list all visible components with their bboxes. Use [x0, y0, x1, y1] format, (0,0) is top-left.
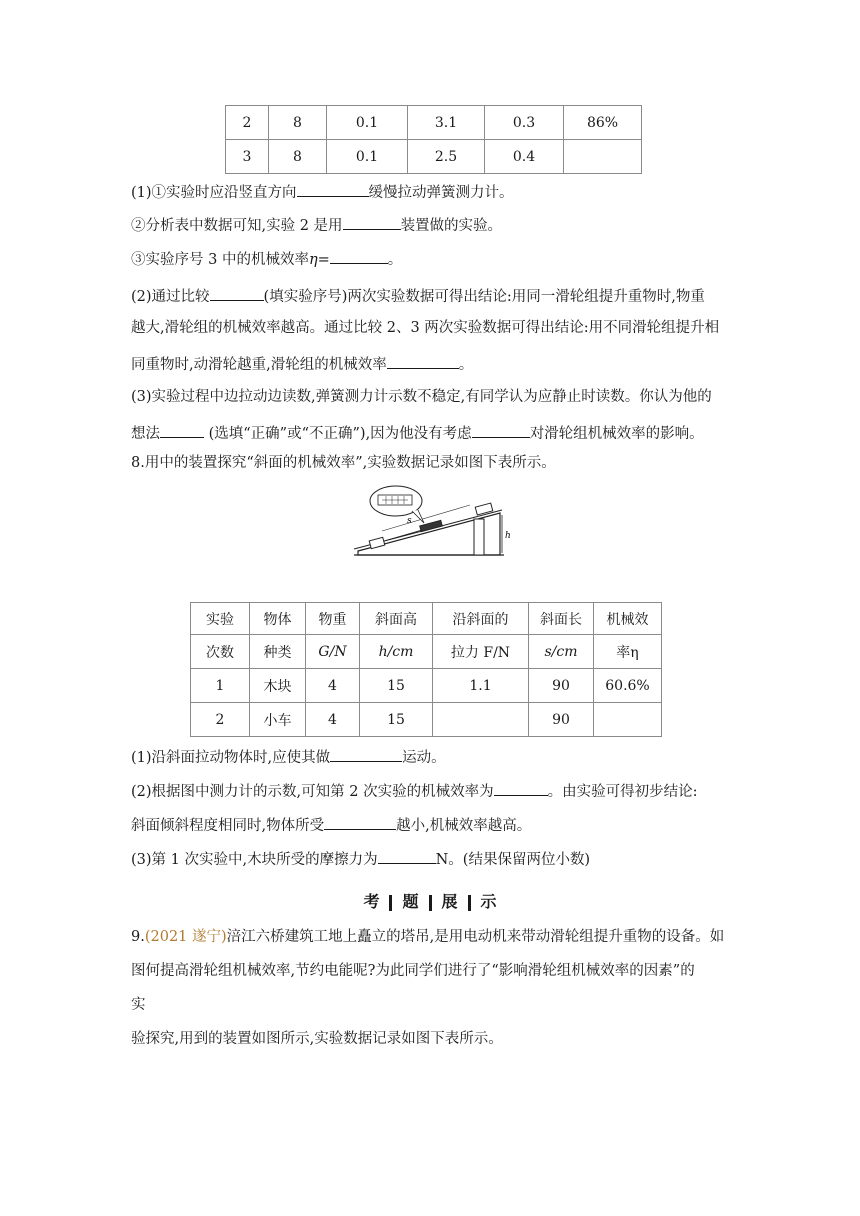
answer-blank[interactable]	[472, 424, 530, 438]
table-header-row	[191, 603, 662, 635]
text: N。(结果保留两位小数)	[435, 852, 591, 868]
pulley-data-table	[225, 105, 642, 174]
table-cell: 0.3	[485, 106, 564, 140]
table-cell: 3	[226, 140, 269, 174]
answer-blank[interactable]	[387, 355, 459, 369]
table-cell: 4	[306, 703, 360, 737]
q7-part1a	[131, 183, 514, 201]
q7-part2a	[131, 287, 705, 305]
heading-char: 题	[402, 892, 419, 911]
table-cell: 2.5	[408, 140, 485, 174]
table-cell: 2	[226, 106, 269, 140]
text: 装置做的实验。	[400, 218, 503, 234]
table-row	[226, 106, 642, 140]
eta-symbol: η	[308, 252, 318, 268]
answer-blank[interactable]	[210, 287, 264, 301]
table-cell: 15	[360, 669, 433, 703]
header-cell: 物体	[250, 603, 306, 635]
answer-blank[interactable]	[343, 216, 401, 230]
table-cell: 1	[191, 669, 250, 703]
text: 。	[458, 357, 474, 373]
answer-blank[interactable]	[330, 250, 388, 264]
table-cell: 0.1	[327, 140, 408, 174]
q9-line3	[131, 998, 146, 1013]
text: 运动。	[402, 750, 446, 766]
table-cell: 90	[529, 703, 594, 737]
divider	[429, 895, 432, 911]
question-number: 9.	[131, 929, 145, 945]
header-cell: 斜面长	[529, 603, 594, 635]
incline-data-table	[190, 602, 662, 737]
text: 涪江六桥建筑工地上矗立的塔吊,是用电动机来带动滑轮组提升重物的设备。如	[226, 929, 725, 945]
q7-part3a	[131, 390, 712, 405]
table-cell	[594, 703, 662, 737]
table-cell: 8	[269, 106, 327, 140]
text: 对滑轮组机械效率的影响。	[529, 426, 704, 442]
answer-blank[interactable]	[297, 183, 369, 197]
table-cell: 90	[529, 669, 594, 703]
table-cell: 15	[360, 703, 433, 737]
table-cell: 0.4	[485, 140, 564, 174]
q9-line4	[131, 1032, 503, 1047]
q7-part1c	[131, 250, 402, 268]
table-cell: 60.6%	[594, 669, 662, 703]
header-cell: 种类	[250, 635, 306, 669]
text: 8.用中的装置探究“斜面的机械效率”,实验数据记录如图下表所示。	[131, 455, 556, 471]
q9-line1	[131, 930, 724, 945]
text: 。由实验可得初步结论:	[547, 784, 698, 800]
text: 想法	[131, 426, 160, 442]
answer-blank[interactable]	[494, 782, 548, 796]
header-cell: 拉力 F/N	[433, 635, 529, 669]
table-header-row	[191, 635, 662, 669]
text: 斜面倾斜程度相同时,物体所受	[131, 818, 325, 834]
text: (1)沿斜面拉动物体时,应使其做	[131, 750, 331, 766]
text: (1)①实验时应沿竖直方向	[131, 185, 297, 201]
divider	[389, 895, 392, 911]
header-cell: 斜面高	[360, 603, 433, 635]
heading-char: 考	[363, 892, 380, 911]
table-cell: 小车	[250, 703, 306, 737]
table-cell: 木块	[250, 669, 306, 703]
text: (填实验序号)两次实验数据可得出结论:用同一滑轮组提升重物时,物重	[263, 289, 705, 305]
table-cell: 0.1	[327, 106, 408, 140]
answer-blank[interactable]	[378, 850, 436, 864]
incline-apparatus-figure	[352, 483, 512, 561]
q8-part1	[131, 748, 446, 766]
table-cell: 3.1	[408, 106, 485, 140]
text: 同重物时,动滑轮越重,滑轮组的机械效率	[131, 357, 387, 373]
text: 越大,滑轮组的机械效率越高。通过比较 2、3 两次实验数据可得出结论:用不同滑轮组提升相	[131, 320, 720, 336]
text: (3)第 1 次实验中,木块所受的摩擦力为	[131, 852, 378, 868]
header-cell: 机械效	[594, 603, 662, 635]
table-cell: 2	[191, 703, 250, 737]
text: (2)根据图中测力计的示数,可知第 2 次实验的机械效率为	[131, 784, 494, 800]
table-cell	[564, 140, 642, 174]
text: 越小,机械效率越高。	[396, 818, 532, 834]
header-cell: h/cm	[360, 635, 433, 669]
question-source: (2021 遂宁)	[144, 929, 227, 945]
q7-part1b	[131, 216, 502, 234]
header-cell: 次数	[191, 635, 250, 669]
table-cell: 4	[306, 669, 360, 703]
answer-blank[interactable]	[160, 424, 204, 438]
text: (3)实验过程中边拉动边读数,弹簧测力计示数不稳定,有同学认为应静止时读数。你认为他的	[131, 389, 712, 405]
header-cell: 沿斜面的	[433, 603, 529, 635]
table-cell: 1.1	[433, 669, 529, 703]
header-cell: 实验	[191, 603, 250, 635]
answer-blank[interactable]	[324, 816, 396, 830]
q7-part2b	[131, 321, 719, 336]
heading-char: 示	[480, 892, 497, 911]
text: (2)通过比较	[131, 289, 210, 305]
table-cell: 86%	[564, 106, 642, 140]
header-cell: 率η	[594, 635, 662, 669]
q8-intro	[131, 456, 556, 471]
q9-line2	[131, 964, 695, 979]
q8-part2b	[131, 816, 531, 834]
label-h: h	[505, 531, 511, 541]
table-row	[191, 703, 662, 737]
q8-part3	[131, 850, 590, 868]
table-cell: 8	[269, 140, 327, 174]
section-heading	[0, 889, 860, 912]
header-cell: 物重	[306, 603, 360, 635]
divider	[468, 895, 471, 911]
q7-part2c	[131, 355, 473, 373]
text: 实	[131, 997, 146, 1013]
text: ③实验序号 3 中的机械效率	[131, 252, 309, 268]
text: 验探究,用到的装置如图所示,实验数据记录如图下表所示。	[131, 1031, 503, 1047]
header-cell: G/N	[306, 635, 360, 669]
text: 缓慢拉动弹簧测力计。	[368, 185, 514, 201]
text: 图何提高滑轮组机械效率,节约电能呢?为此同学们进行了“影响滑轮组机械效率的因素”的	[131, 963, 695, 979]
q7-part3b	[131, 424, 704, 442]
table-cell	[433, 703, 529, 737]
label-s: s	[407, 516, 412, 526]
q8-part2a	[131, 782, 697, 800]
text: ②分析表中数据可知,实验 2 是用	[131, 218, 343, 234]
text: (选填“正确”或“不正确”),因为他没有考虑	[204, 426, 472, 442]
table-row	[191, 669, 662, 703]
table-row	[226, 140, 642, 174]
header-cell: s/cm	[529, 635, 594, 669]
heading-char: 展	[441, 892, 458, 911]
text: =	[317, 252, 330, 268]
answer-blank[interactable]	[330, 748, 402, 762]
text: 。	[387, 252, 403, 268]
